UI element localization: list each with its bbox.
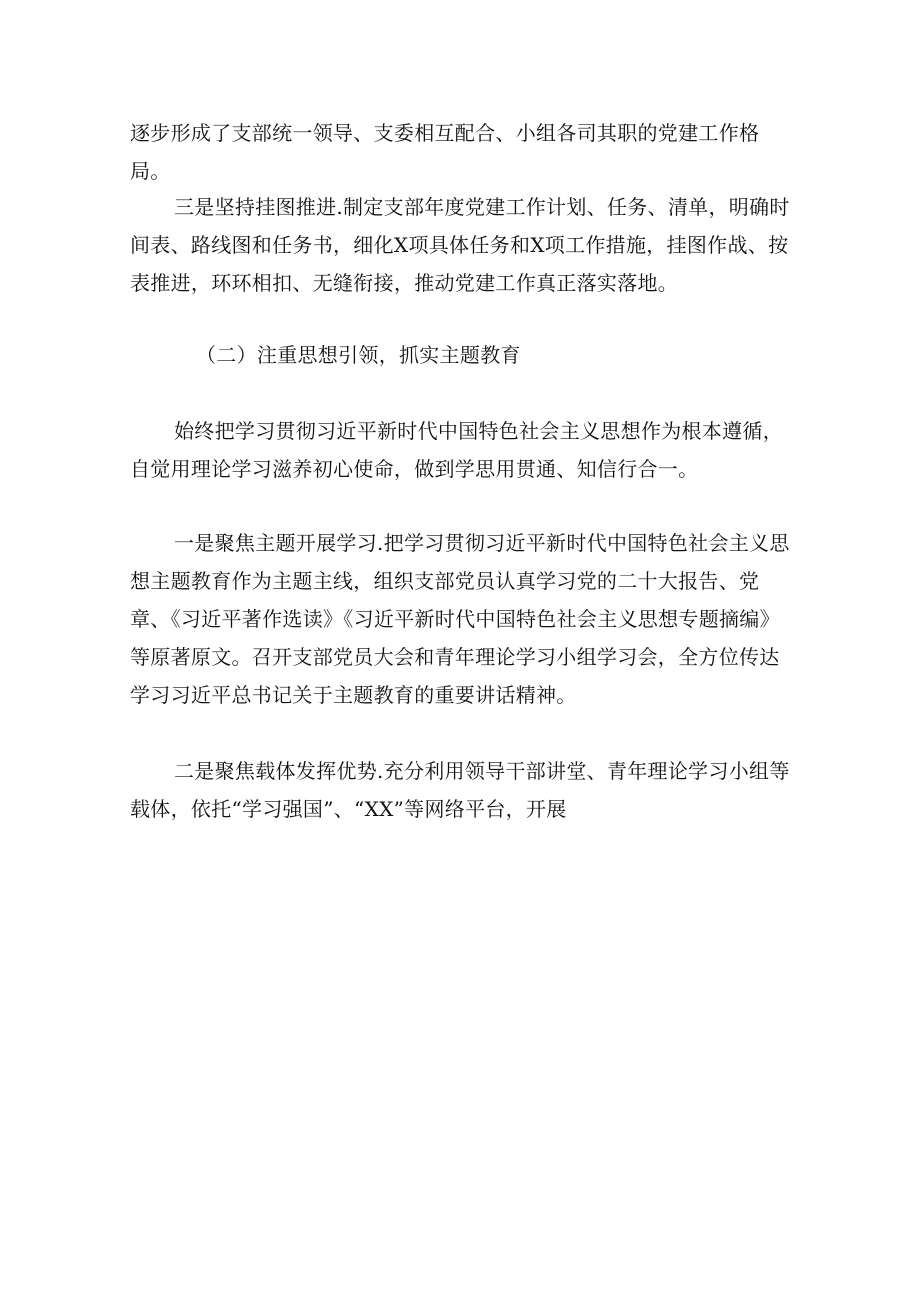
paragraph-point-two: 二是聚焦载体发挥优势.充分利用领导干部讲堂、青年理论学习小组等载体，依托“学习强国”、“XX”等网络平台，开展 (130, 759, 790, 821)
paragraph-section-intro: 始终把学习贯彻习近平新时代中国特色社会主义思想作为根本遵循，自觉用理论学习滋养初心使命，做到学思用贯通、知信行合一。 (130, 419, 783, 481)
paragraph-continuation: 逐步形成了支部统一领导、支委相互配合、小组各司其职的党建工作格局。 (130, 121, 760, 183)
section-heading-two: （二）注重思想引领，抓实主题教育 (196, 343, 521, 367)
paragraph-point-three: 三是坚持挂图推进.制定支部年度党建工作计划、任务、清单，明确时间表、路线图和任务书，细化X项具体任务和X项工作措施，挂图作战、按表推进，环环相扣、无缝衔接，推动党建工作真正落实落地。 (130, 195, 790, 295)
paragraph-point-one: 一是聚焦主题开展学习.把学习贯彻习近平新时代中国特色社会主义思想主题教育作为主题主线，组织支部党员认真学习党的二十大报告、党章、《习近平著作选读》《习近平新时代中国特色社会主义思想专题摘编》等原著原文。召开支部党员大会和青年理论学习小组学习会，全方位传达学习习近平总书记关于主题教育的重要讲话精神。 (130, 531, 790, 707)
